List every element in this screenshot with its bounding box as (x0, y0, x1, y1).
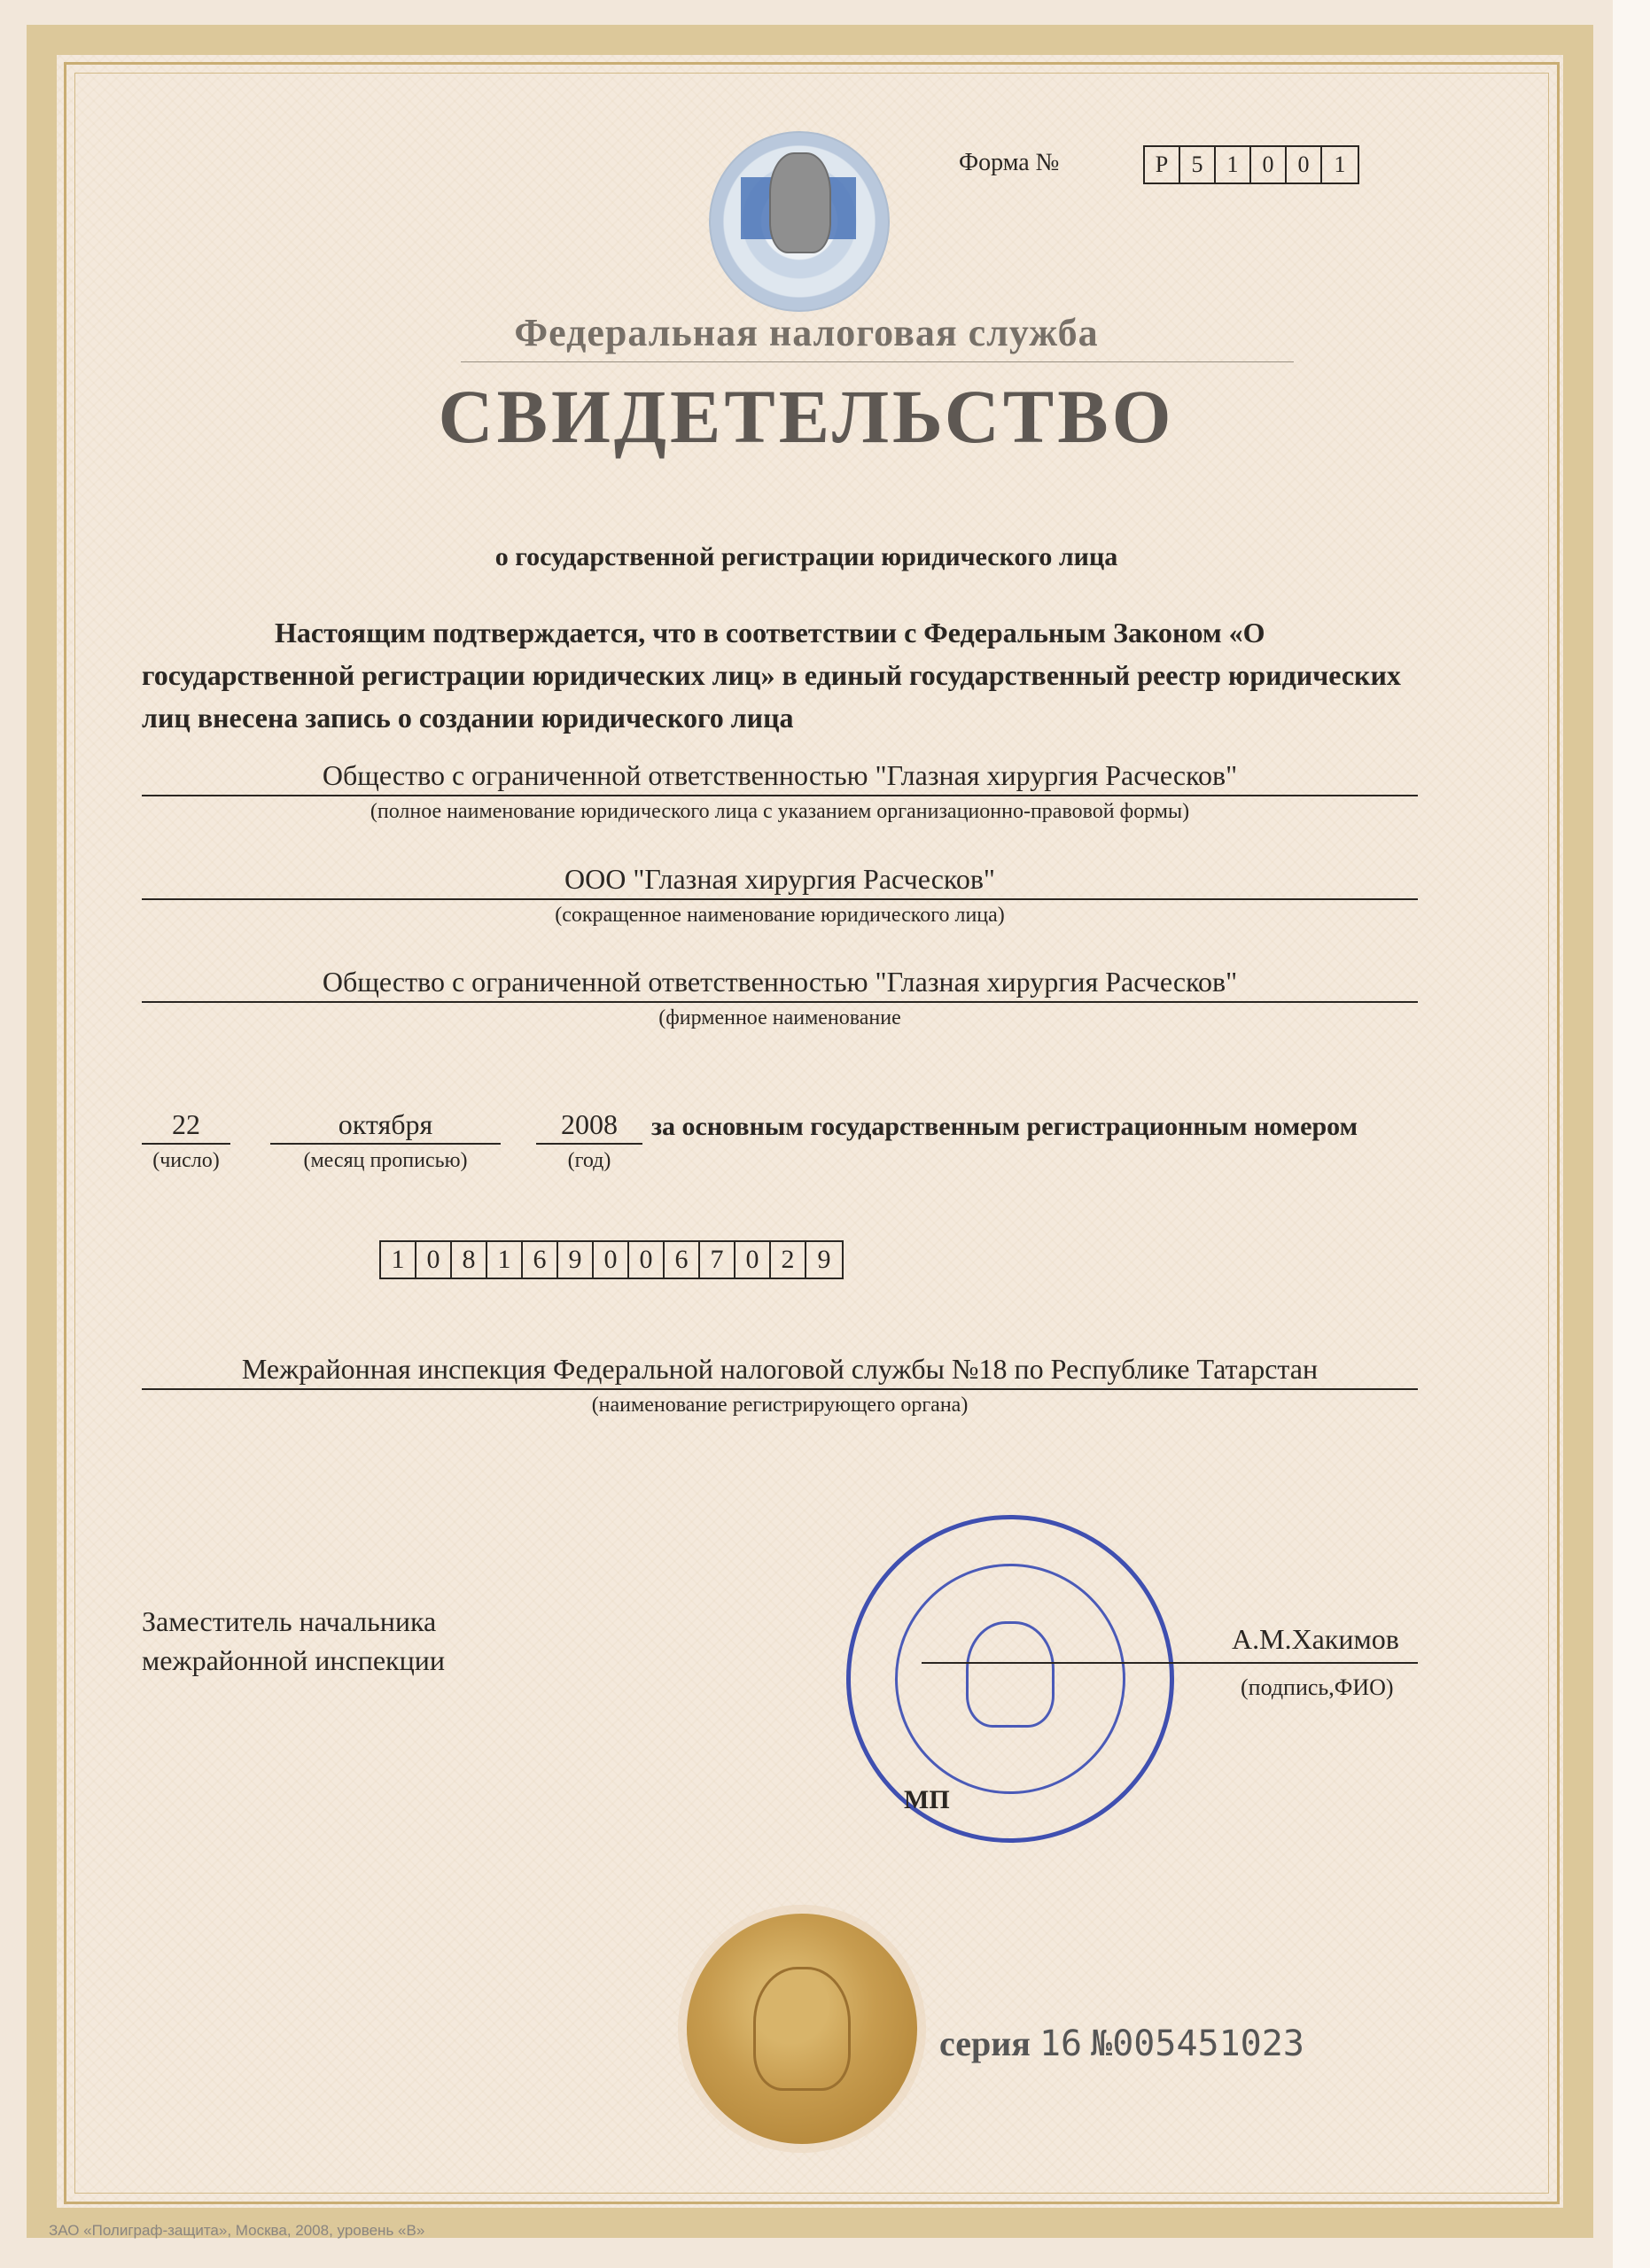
date-month-caption: (месяц прописью) (303, 1149, 468, 1172)
agency-divider (461, 361, 1294, 362)
seal-eagle-icon (753, 1967, 851, 2091)
date-day-caption: (число) (152, 1149, 220, 1172)
ogrn-digit: 1 (381, 1242, 416, 1278)
date-day: 22 (142, 1107, 230, 1145)
form-number-digit: 5 (1180, 147, 1216, 183)
short-name-field: ООО "Глазная хирургия Расческов" (142, 861, 1418, 900)
signature-caption: (подпись,ФИО) (1241, 1674, 1394, 1700)
ogrn-digit: 7 (700, 1242, 735, 1278)
signer-name: А.М.Хакимов (1232, 1623, 1399, 1655)
document-title: СВИДЕТЕЛЬСТВО (438, 374, 1175, 459)
signer-position-line2: межрайонной инспекции (142, 1644, 445, 1676)
ogrn-digit: 6 (665, 1242, 700, 1278)
ogrn-digit: 8 (452, 1242, 487, 1278)
document-subtitle: о государственной регистрации юридического лица (494, 542, 1118, 571)
series-value: 16 (1039, 2023, 1083, 2064)
date-year: 2008 (536, 1107, 642, 1145)
ogrn-digit: 2 (771, 1242, 806, 1278)
signer-position (142, 1602, 445, 1680)
ogrn-digit: 9 (558, 1242, 594, 1278)
series-label: серия (939, 2023, 1031, 2063)
ogrn-digit: 0 (594, 1242, 629, 1278)
date-month: октября (270, 1107, 501, 1145)
ogrn-digit: 6 (523, 1242, 558, 1278)
series-number (939, 2023, 1304, 2064)
ogrn-digit: 0 (416, 1242, 452, 1278)
full-name-field: Общество с ограниченной ответственностью "Глазная хирургия Расческов" (142, 757, 1418, 796)
serial-number: №005451023 (1091, 2023, 1304, 2064)
full-name-caption: (полное наименование юридического лица с указанием организационно-правовой формы) (370, 800, 1190, 823)
ogrn-digit: 0 (735, 1242, 771, 1278)
firm-name-caption: (фирменное наименование (658, 1006, 901, 1029)
form-number-digit: 1 (1216, 147, 1251, 183)
form-number-digit: 0 (1287, 147, 1322, 183)
form-label: Форма № (959, 149, 1060, 176)
firm-name-field: Общество с ограниченной ответственностью "Глазная хирургия Расческов" (142, 964, 1418, 1003)
agency-name: Федеральная налоговая служба (514, 311, 1099, 354)
confirmation-text: Настоящим подтверждается, что в соответствии с Федеральным Законом «О государственной регистрации юридических лиц» в единый государственный реестр юридических лиц внесена запись о создании юридического лица (142, 617, 1401, 734)
date-year-caption: (год) (567, 1149, 611, 1172)
ogrn-label: за основным государственным регистрационным номером (651, 1112, 1358, 1141)
stamp-eagle-icon (966, 1621, 1055, 1728)
signer-position-line1: Заместитель начальника (142, 1605, 437, 1637)
seal-place-label: МП (904, 1785, 950, 1814)
ogrn-digit: 9 (817, 1245, 831, 1274)
ogrn-number (379, 1240, 844, 1279)
ogrn-digit: 0 (629, 1242, 665, 1278)
form-number-digit: Р (1145, 147, 1180, 183)
eagle-emblem-icon (769, 152, 831, 253)
confirmation-paragraph (142, 611, 1418, 739)
printer-imprint: ЗАО «Полиграф-защита», Москва, 2008, уровень «В» (49, 2222, 425, 2239)
short-name-caption: (сокращенное наименование юридического лица) (555, 904, 1005, 927)
signature-line (922, 1662, 1418, 1664)
form-number-digit: 0 (1251, 147, 1287, 183)
form-number (1143, 145, 1359, 184)
ogrn-digit: 1 (487, 1242, 523, 1278)
authority-caption: (наименование регистрирующего органа) (591, 1394, 969, 1417)
authority-field: Межрайонная инспекция Федеральной налоговой службы №18 по Республике Татарстан (142, 1351, 1418, 1390)
form-number-digit: 1 (1334, 151, 1346, 177)
